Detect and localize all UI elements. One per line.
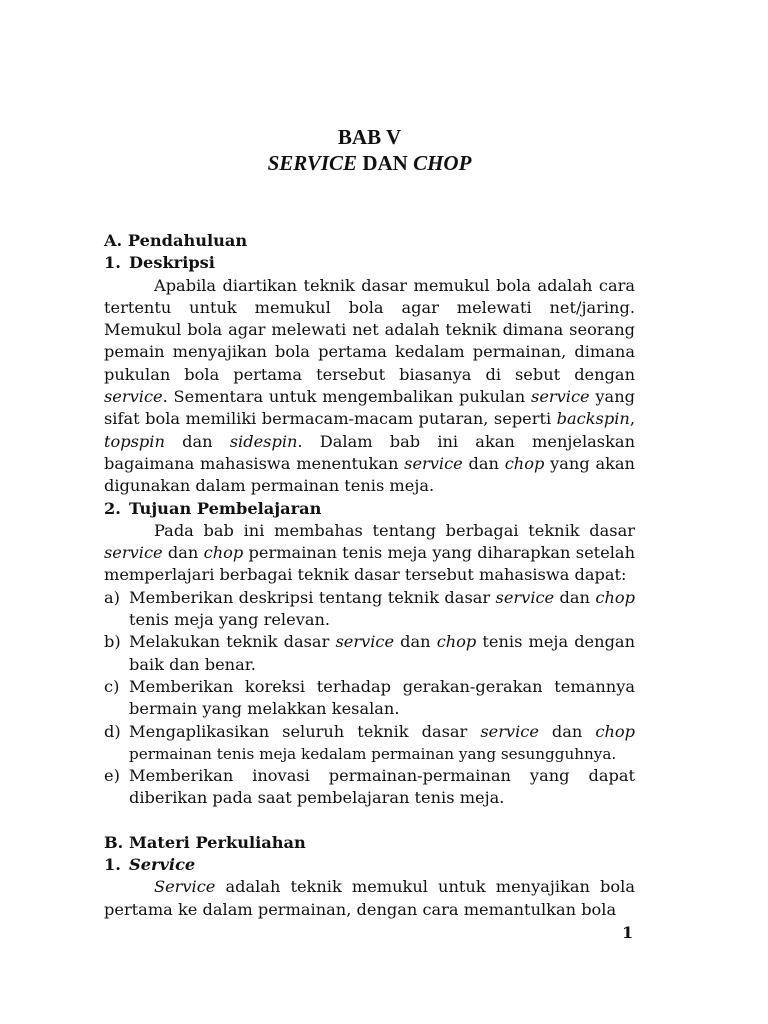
list-item: a) Memberikan deskripsi tentang teknik dasar service dan chop tenis meja yang relevan. [104,587,635,630]
chapter-subtitle [104,150,635,176]
chapter-subtitle-chop: CHOP [413,151,472,175]
section-b-heading: B. Materi Perkuliahan [104,832,306,852]
objectives-list [104,587,635,810]
subsection-number: 1. [104,253,121,273]
subsection-deskripsi-heading [104,252,635,274]
subsection-number: 1. [104,855,121,875]
chapter-heading [104,124,635,176]
chapter-number: BAB V [337,125,402,149]
subsection-tujuan-heading [104,498,635,520]
subsection-service-heading [104,854,635,876]
chapter-subtitle-service: SERVICE [267,151,358,175]
service-paragraph: Service adalah teknik memukul untuk menyajikan bola pertama ke dalam permainan, dengan cara memantulkan bola [104,877,635,919]
deskripsi-paragraph: Apabila diartikan teknik dasar memukul bola adalah cara tertentu untuk memukul bola agar melewati net/jaring. Memukul bola agar melewati net adalah teknik dimana seorang pemain menyajikan bola pertama kedalam permainan, dimana pukulan bola pertama tersebut biasanya di sebut dengan service. Sementara untuk mengembalikan pukulan service yang sifat bola memiliki bermacam-macam putaran, seperti backspin, topspin dan sidespin. Dalam bab ini akan menjelaskan bagaimana mahasiswa menentukan service dan chop yang akan digunakan dalam permainan tenis meja. [104,275,635,496]
subsection-title: Tujuan Pembelajaran [129,498,322,518]
list-item: d) Mengaplikasikan seluruh teknik dasar service dan chop permainan tenis meja kedalam permainan yang sesungguhnya. [104,721,635,763]
list-item: e) Memberikan inovasi permainan-permainan yang dapat diberikan pada saat pembelajaran tenis meja. [104,766,635,808]
subsection-title: Service [129,855,196,875]
subsection-title: Deskripsi [129,253,215,273]
page-number: 1 [622,923,634,942]
list-item: c) Memberikan koreksi terhadap gerakan-gerakan temannya bermain yang melakkan kesalan. [104,676,635,719]
chapter-subtitle-conjunction: DAN [357,151,414,175]
section-a-heading: A. Pendahuluan [104,231,248,250]
list-item: b) Melakukan teknik dasar service dan chop tenis meja dengan baik dan benar. [104,632,636,674]
subsection-number: 2. [104,498,121,518]
tujuan-paragraph: Pada bab ini membahas tentang berbagai teknik dasar service dan chop permainan tenis meja yang diharapkan setelah memperlajari berbagai teknik dasar tersebut mahasiswa dapat: [104,520,636,585]
page-content [104,124,635,921]
